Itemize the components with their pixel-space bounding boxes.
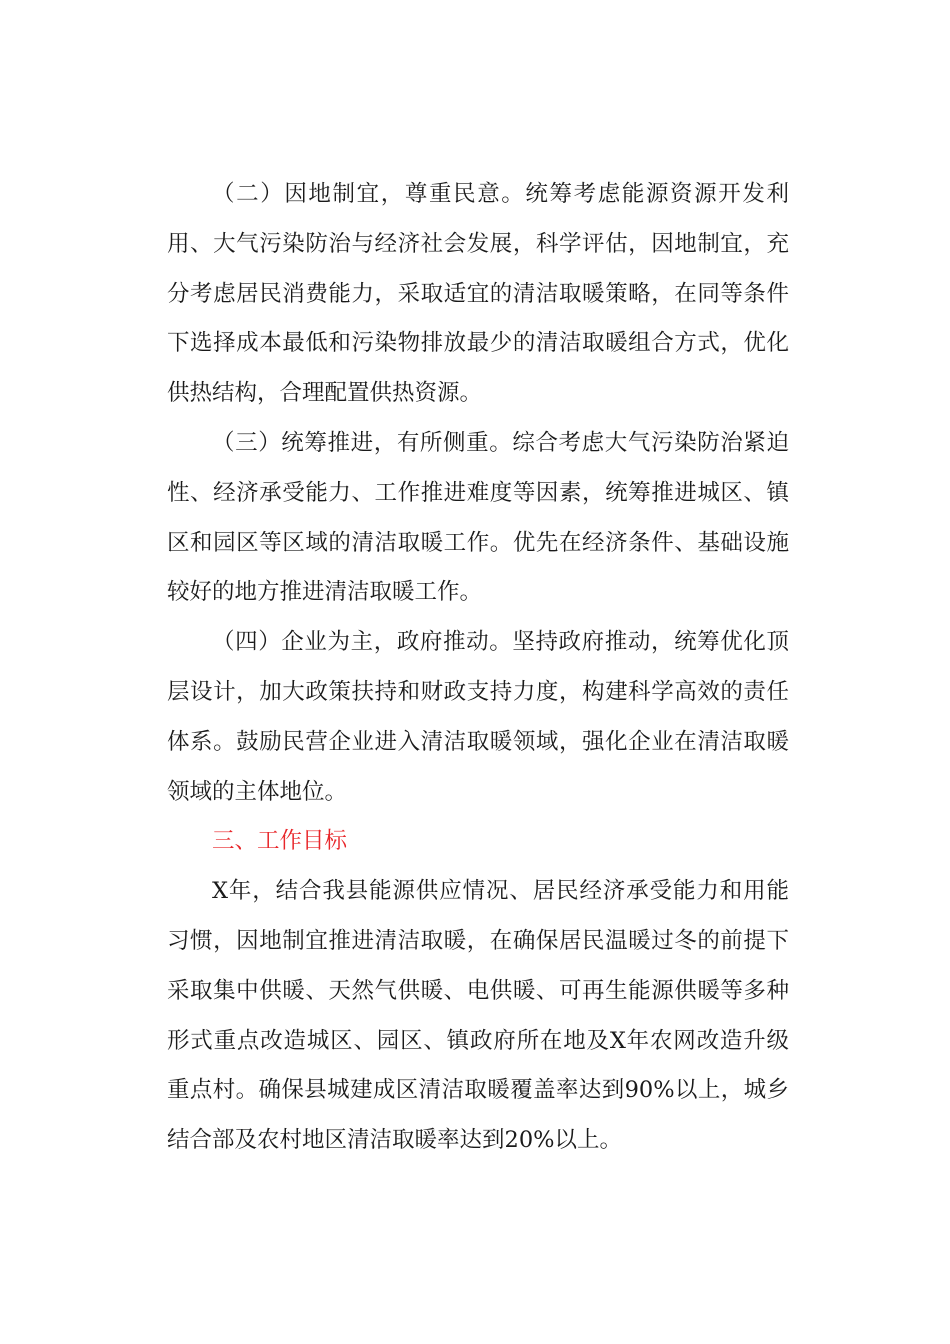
paragraph-principle-4: （四）企业为主，政府推动。坚持政府推动，统筹优化顶层设计，加大政策扶持和财政支持力度，构建科学高效的责任体系。鼓励民营企业进入清洁取暖领域，强化企业在清洁取暖领域的主体地位。 — [167, 629, 789, 805]
paragraph-work-goals: X年，结合我县能源供应情况、居民经济承受能力和用能习惯，因地制宜推进清洁取暖，在确保居民温暖过冬的前提下采取集中供暖、天然气供暖、电供暖、可再生能源供暖等多种形式重点改造城区、园区、镇政府所在地及X年农网改造升级重点村。确保县城建成区清洁取暖覆盖率达到90%以上，城乡结合部及农村地区清洁取暖率达到20%以上。 — [167, 878, 789, 1154]
section-heading-work-goals: 三、工作目标 — [212, 828, 348, 855]
paragraph-principle-2: （二）因地制宜，尊重民意。统筹考虑能源资源开发利用、大气污染防治与经济社会发展，科学评估，因地制宜，充分考虑居民消费能力，采取适宜的清洁取暖策略，在同等条件下选择成本最低和污染物排放最少的清洁取暖组合方式，优化供热结构，合理配置供热资源。 — [167, 181, 789, 407]
document-body — [167, 170, 789, 1166]
paragraph-principle-3: （三）统筹推进，有所侧重。综合考虑大气污染防治紧迫性、经济承受能力、工作推进难度等因素，统筹推进城区、镇区和园区等区域的清洁取暖工作。优先在经济条件、基础设施较好的地方推进清洁取暖工作。 — [167, 429, 789, 606]
